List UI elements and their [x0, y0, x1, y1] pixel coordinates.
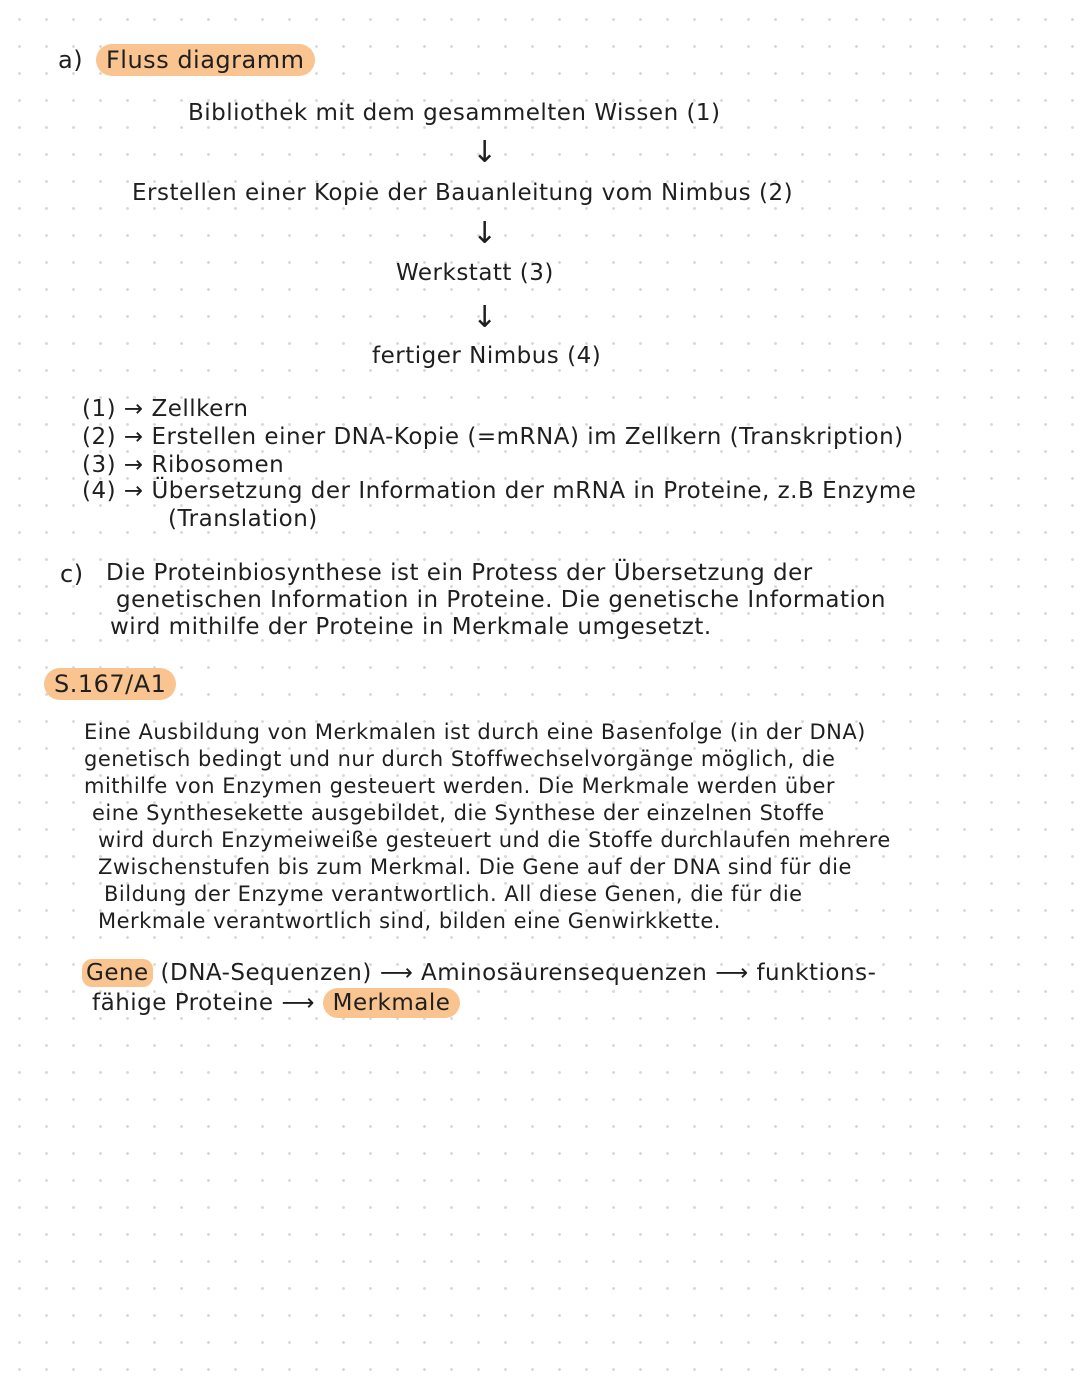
chain-row-2 [92, 990, 460, 1016]
section-c-line-3: wird mithilfe der Proteine in Merkmale umgesetzt. [110, 614, 712, 640]
flow-step-2: Erstellen einer Kopie der Bauanleitung vom Nimbus (2) [132, 180, 794, 206]
arrow-down-icon: ↓ [472, 135, 498, 170]
legend-item-1: (1) → Zellkern [82, 396, 249, 422]
section-s167-label: S.167/A1 [44, 668, 176, 700]
chain-row-1 [82, 960, 876, 986]
chain-funk1: funktions- [756, 960, 877, 986]
legend-item-5: (Translation) [168, 506, 318, 532]
chain-amino: Aminosäurensequenzen [420, 960, 708, 986]
section-a-title: Fluss diagramm [96, 44, 315, 76]
s167-line-1: Eine Ausbildung von Merkmalen ist durch eine Basenfolge (in der DNA) [84, 720, 866, 744]
arrow-right-icon: ⟶ [281, 990, 315, 1016]
s167-line-5: wird durch Enzymeiweiße gesteuert und die Stoffe durchlaufen mehrere [98, 828, 891, 852]
arrow-right-icon: ⟶ [715, 960, 749, 986]
legend-item-2: (2) → Erstellen einer DNA-Kopie (=mRNA) im Zellkern (Transkription) [82, 424, 904, 450]
legend-item-4: (4) → Übersetzung der Information der mRNA in Proteine, z.B Enzyme [82, 478, 917, 504]
s167-line-4: eine Synthesekette ausgebildet, die Synthese der einzelnen Stoffe [92, 801, 825, 825]
legend-item-3: (3) → Ribosomen [82, 452, 285, 478]
arrow-right-icon: ⟶ [379, 960, 414, 986]
arrow-down-icon: ↓ [472, 216, 498, 251]
section-c-line-2: genetischen Information in Proteine. Die genetische Information [116, 587, 887, 613]
s167-line-7: Bildung der Enzyme verantwortlich. All diese Genen, die für die [104, 882, 803, 906]
section-c-label: c) [60, 560, 84, 588]
s167-line-8: Merkmale verantwortlich sind, bilden eine Genwirkkette. [98, 909, 721, 933]
section-a-label: a) [58, 46, 84, 74]
flow-step-1: Bibliothek mit dem gesammelten Wissen (1) [188, 100, 721, 126]
s167-line-3: mithilfe von Enzymen gesteuert werden. Die Merkmale werden über [84, 774, 836, 798]
s167-line-6: Zwischenstufen bis zum Merkmal. Die Gene auf der DNA sind für die [98, 855, 852, 879]
flow-step-3: Werkstatt (3) [396, 260, 554, 286]
s167-line-2: genetisch bedingt und nur durch Stoffwechselvorgänge möglich, die [84, 747, 836, 771]
arrow-down-icon: ↓ [472, 300, 498, 335]
flow-step-4: fertiger Nimbus (4) [372, 343, 602, 369]
chain-funk2: fähige Proteine [92, 990, 274, 1016]
chain-gene-rest: (DNA-Sequenzen) [160, 960, 372, 986]
chain-merkmale: Merkmale [323, 988, 461, 1018]
chain-gene: Gene [82, 959, 153, 987]
section-c-line-1: Die Proteinbiosynthese ist ein Protess der Übersetzung der [106, 560, 813, 586]
